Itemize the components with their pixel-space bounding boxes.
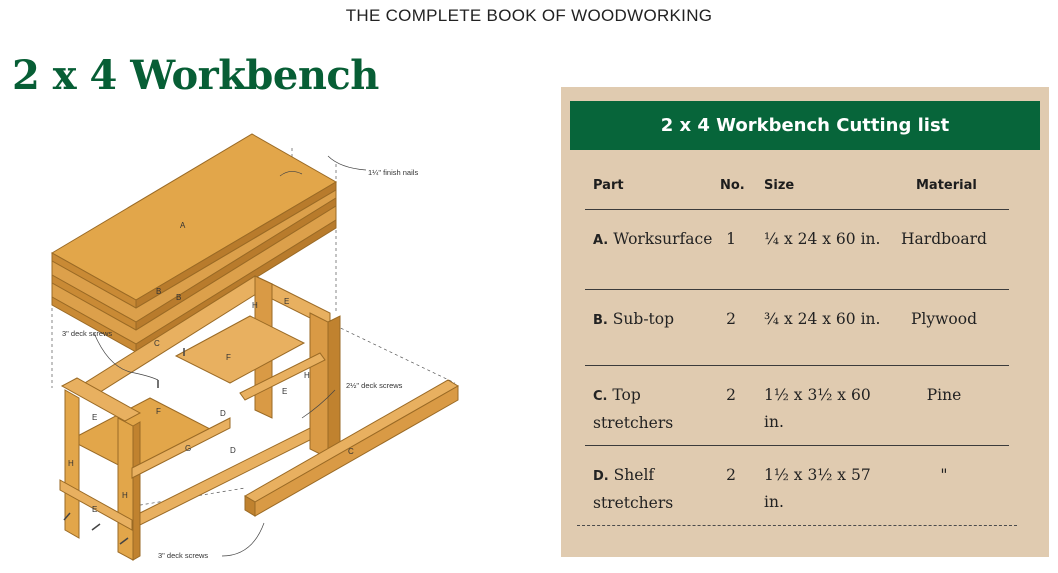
header-divider (585, 209, 1009, 210)
part-label-b: B (176, 293, 182, 302)
material-cell: Plywood (911, 310, 977, 328)
finish-nails-callout: 1¼" finish nails (368, 168, 419, 177)
part-label-h: H (304, 371, 310, 380)
deck-screws-2-5-callout: 2½" deck screws (346, 381, 403, 390)
deck-screws-3-bottom-callout: 3" deck screws (158, 551, 209, 560)
part-letter: B. (593, 313, 608, 328)
part-label-h: H (68, 459, 74, 468)
size-cell: ¾ x 24 x 60 in. (764, 310, 881, 328)
part-label-a: A (180, 221, 186, 230)
part-label-d: D (230, 446, 236, 455)
cutting-list-panel (561, 87, 1049, 557)
workbench-exploded-diagram (40, 128, 510, 568)
part-label-h: H (252, 301, 258, 310)
size-cell: 1½ x 3½ x 60 in. (764, 386, 871, 431)
size-cell: 1½ x 3½ x 57 in. (764, 466, 871, 511)
table-end-divider (577, 525, 1017, 526)
column-header-part: Part (593, 178, 624, 193)
row-divider (585, 289, 1009, 290)
column-header-no: No. (720, 178, 745, 193)
column-header-size: Size (764, 178, 795, 193)
part-label-f: F (226, 353, 231, 362)
part-label-c: C (154, 339, 160, 348)
part-label-d: D (220, 409, 226, 418)
quantity-cell: 2 (726, 386, 736, 404)
quantity-cell: 2 (726, 310, 736, 328)
part-cell (593, 462, 713, 517)
material-cell: Pine (926, 386, 962, 404)
part-name: Sub-top (612, 310, 675, 328)
column-header-material: Material (916, 178, 977, 193)
part-label-e: E (282, 387, 288, 396)
part-cell (593, 226, 713, 254)
material-cell: Hardboard (901, 230, 987, 248)
size-cell: ¼ x 24 x 60 in. (764, 230, 881, 248)
part-letter: C. (593, 389, 608, 404)
part-label-e: E (284, 297, 290, 306)
page-title: 2 x 4 Workbench (12, 52, 379, 99)
part-label-e: E (92, 505, 98, 514)
part-label-b: B (156, 287, 162, 296)
running-head: THE COMPLETE BOOK OF WOODWORKING (345, 6, 713, 25)
part-label-h: H (122, 491, 128, 500)
part-cell (593, 382, 713, 437)
row-divider (585, 445, 1009, 446)
part-name: Worksurface (613, 230, 713, 248)
part-label-g: G (185, 444, 192, 453)
cutting-list-title: 2 x 4 Workbench Cutting list (570, 101, 1040, 150)
part-name: Shelf stretchers (593, 466, 674, 512)
part-label-e: E (92, 413, 98, 422)
part-name: Top stretchers (593, 386, 674, 432)
quantity-cell: 1 (726, 230, 736, 248)
quantity-cell: 2 (726, 466, 736, 484)
part-label-f: F (156, 407, 161, 416)
part-cell (593, 306, 713, 334)
row-divider (585, 365, 1009, 366)
part-letter: A. (593, 233, 609, 248)
deck-screws-3-top-callout: 3" deck screws (62, 329, 113, 338)
part-letter: D. (593, 469, 609, 484)
material-cell: " (940, 466, 948, 484)
part-label-c: C (348, 447, 354, 456)
